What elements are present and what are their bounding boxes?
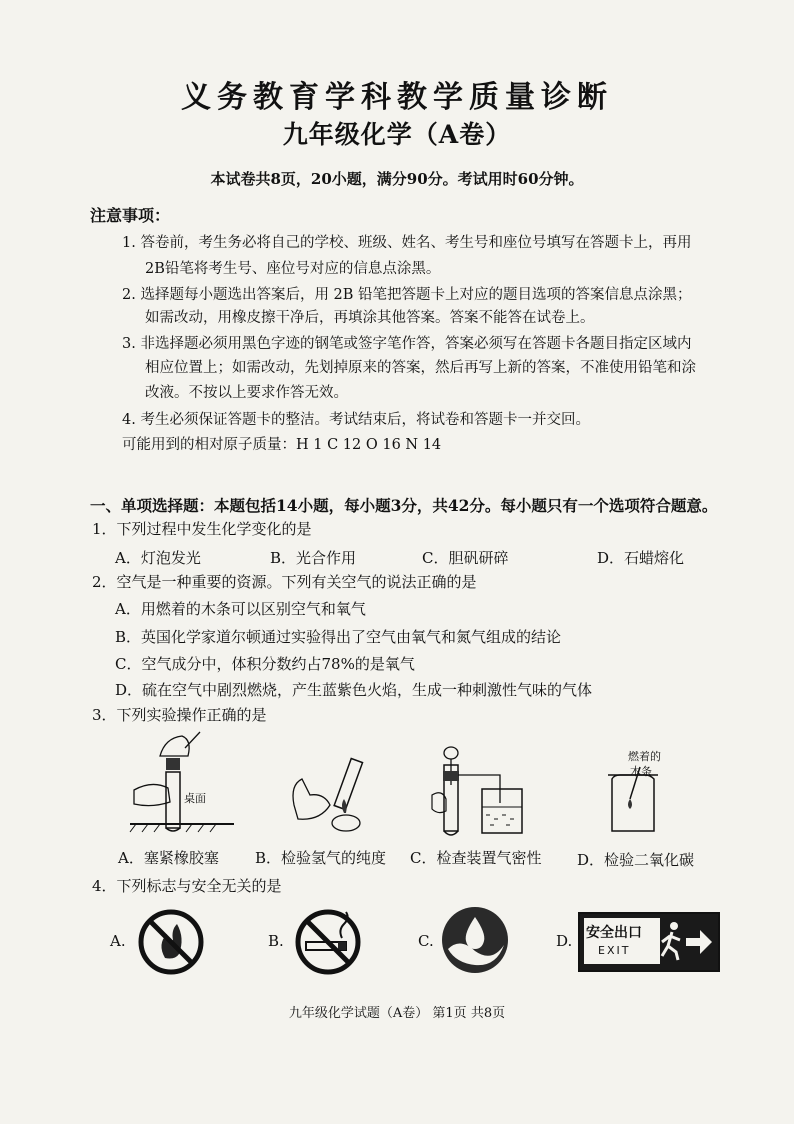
water-saving-sign-icon bbox=[440, 905, 510, 975]
page-footer: 九年级化学试题（A卷） 第1页 共8页 bbox=[288, 1006, 506, 1021]
notice-line: 4. 考生必须保证答题卡的整洁。考试结束后，将试卷和答题卡一并交回。 bbox=[122, 412, 590, 428]
q1-option-c: C．胆矾研碎 bbox=[422, 549, 509, 567]
exit-sign-cn: 安全出口 bbox=[586, 925, 642, 941]
notice-line: 2B铅笔将考生号、座位号对应的信息点涂黑。 bbox=[145, 261, 441, 277]
exam-title: 义务教育学科教学质量诊断 bbox=[181, 80, 613, 115]
q4-stem: 4．下列标志与安全无关的是 bbox=[92, 877, 282, 895]
q4-option-b: B. bbox=[268, 932, 284, 950]
exam-info: 本试卷共8页，20小题，满分90分。考试用时60分钟。 bbox=[210, 170, 584, 188]
q3-option-a: A．塞紧橡胶塞 bbox=[118, 849, 219, 867]
label-desk: 桌面 bbox=[184, 792, 206, 805]
q2-stem: 2．空气是一种重要的资源。下列有关空气的说法正确的是 bbox=[92, 573, 477, 591]
q1-option-d: D．石蜡熔化 bbox=[597, 549, 685, 567]
notice-line: 如需改动，用橡皮擦干净后，再填涂其他答案。答案不能答在试卷上。 bbox=[145, 310, 595, 326]
notice-line: 相应位置上；如需改动，先划掉原来的答案，然后再写上新的答案，不准使用铅笔和涂 bbox=[145, 360, 696, 376]
q1-option-b: B．光合作用 bbox=[270, 549, 357, 567]
notice-line: 改液。不按以上要求作答无效。 bbox=[145, 385, 348, 401]
notice-line: 1. 答卷前，考生务必将自己的学校、班级、姓名、考生号和座位号填写在答题卡上，再用 bbox=[122, 235, 692, 251]
notice-heading: 注意事项： bbox=[90, 206, 171, 225]
no-smoking-sign-icon bbox=[294, 908, 362, 976]
q3-option-d: D．检验二氧化碳 bbox=[577, 851, 695, 869]
exit-sign bbox=[578, 912, 720, 972]
q4-option-d: D. bbox=[556, 932, 573, 950]
no-fire-sign-icon bbox=[137, 908, 205, 976]
q2-option-d: D．硫在空气中剧烈燃烧，产生蓝紫色火焰，生成一种刺激性气味的气体 bbox=[115, 681, 593, 699]
label-stick: 木条 bbox=[630, 765, 652, 778]
running-person-icon bbox=[660, 920, 684, 962]
q2-option-b: B．英国化学家道尔顿通过实验得出了空气由氧气和氮气组成的结论 bbox=[115, 628, 562, 646]
q4-option-c: C. bbox=[418, 932, 434, 950]
q3-option-b: B．检验氢气的纯度 bbox=[255, 849, 387, 867]
q2-option-c: C．空气成分中，体积分数约占78%的是氧气 bbox=[115, 655, 415, 673]
exit-sign-panel bbox=[584, 918, 660, 964]
figure-c-airtightness bbox=[432, 745, 532, 840]
q4-option-a: A. bbox=[110, 932, 126, 950]
figure-b-hydrogen-test bbox=[280, 755, 380, 835]
exit-sign-en: EXIT bbox=[598, 944, 631, 957]
notice-line: 3. 非选择题必须用黑色字迹的钢笔或签字笔作答，答案必须写在答题卡各题目指定区域内 bbox=[122, 336, 692, 352]
q1-option-a: A．灯泡发光 bbox=[115, 549, 201, 567]
atomic-mass-line: 可能用到的相对原子质量：H 1 C 12 O 16 N 14 bbox=[122, 437, 442, 453]
q3-option-c: C．检查装置气密性 bbox=[410, 849, 542, 867]
figure-a-insert-stopper bbox=[130, 728, 240, 838]
arrow-right-icon bbox=[684, 928, 714, 956]
exam-subtitle: 九年级化学（A卷） bbox=[282, 120, 512, 149]
q2-option-a: A．用燃着的木条可以区别空气和氧气 bbox=[115, 600, 366, 618]
label-burning: 燃着的 bbox=[628, 750, 661, 763]
section-heading: 一、单项选择题：本题包括14小题，每小题3分，共42分。每小题只有一个选项符合题意。 bbox=[90, 496, 718, 515]
q1-stem: 1．下列过程中发生化学变化的是 bbox=[92, 520, 312, 538]
q3-stem: 3．下列实验操作正确的是 bbox=[92, 706, 267, 724]
notice-line: 2. 选择题每小题选出答案后，用 2B 铅笔把答题卡上对应的题目选项的答案信息点涂黑； bbox=[122, 287, 692, 303]
